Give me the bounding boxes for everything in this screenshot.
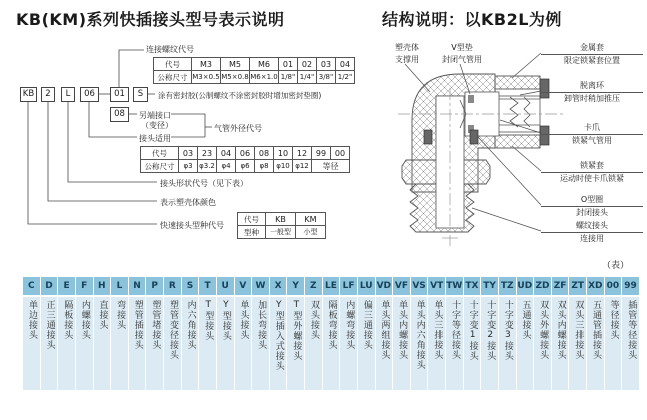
hex-flange (402, 160, 490, 184)
threaded-stem (410, 184, 474, 232)
shape-name: 偏三通接头 (358, 297, 375, 390)
part-label-shell (383, 42, 431, 65)
shape-code: TZ (499, 277, 516, 297)
type-code: KM (296, 213, 326, 226)
shape-code: VS (411, 277, 428, 297)
shape-name: 十字变2接头 (481, 297, 498, 390)
part-name: 锁紧套 (541, 160, 643, 173)
shape-name: 五通管插接头 (587, 297, 604, 390)
shape-table-column (393, 277, 411, 390)
code-box-kb: KB (20, 87, 37, 102)
pipe-size: φ6 (236, 160, 255, 173)
shape-name: 单头两组接头 (376, 297, 393, 390)
shape-name: Y型接头 (217, 297, 234, 390)
right-section-title: 结构说明：以KB2L为例 (382, 10, 562, 29)
shape-code: T (199, 277, 216, 297)
shape-table-column (164, 277, 182, 390)
shape-name: 弯接头 (111, 297, 128, 390)
thread-size: 1/4" (298, 71, 317, 84)
pipe-code: 04 (217, 147, 236, 160)
shape-code-label: 接头形状代号（见下表） (160, 179, 248, 188)
part-label-release-ring (541, 80, 643, 104)
code-box-other-end: 08 (110, 107, 129, 122)
shape-code-table (22, 277, 640, 390)
pipe-size-equal: 等径 (312, 160, 350, 173)
pipe-od-label: 气管外径代号 (214, 124, 262, 133)
thread-size: 1/2" (336, 71, 355, 84)
table-row (154, 71, 355, 84)
claw-top (468, 95, 474, 103)
shape-table-column (270, 277, 288, 390)
other-end-label2: （变径） (141, 121, 173, 130)
shape-code: D (41, 277, 58, 297)
shape-code: ZT (569, 277, 586, 297)
shape-code: UD (517, 277, 534, 297)
shape-table-column (587, 277, 605, 390)
shape-code: VD (376, 277, 393, 297)
shape-table-column (481, 277, 499, 390)
shape-code: N (129, 277, 146, 297)
shape-code: V (235, 277, 252, 297)
shape-name: Y型插入式接头 (270, 297, 287, 390)
pipe-code: 23 (198, 147, 217, 160)
claw-spring-1 (510, 97, 518, 127)
part-desc: 锁紧气管用 (572, 136, 612, 145)
thread-code: M6 (250, 58, 279, 71)
shape-name: 单头接头 (235, 297, 252, 390)
shape-name: 十字变1接头 (464, 297, 481, 390)
left-section-title: KB(KM)系列快插接头型号表示说明 (16, 10, 285, 29)
shape-code: U (217, 277, 234, 297)
part-desc: 卸管时稍加推压 (564, 94, 620, 103)
part-label-o-ring (541, 194, 643, 218)
shape-name: 单边接头 (23, 297, 40, 390)
o-ring-right (470, 130, 478, 144)
shape-name: 隔板弯接头 (323, 297, 340, 390)
shape-table-column (287, 277, 305, 390)
shell-color-label: 表示塑壳体颜色 (160, 198, 216, 207)
shape-code: TX (464, 277, 481, 297)
claw-bottom (468, 125, 474, 133)
shape-name: 隔板接头 (58, 297, 75, 390)
part-name: 塑壳体 (395, 43, 419, 52)
type-table-code-label: 代号 (238, 213, 266, 226)
pipe-code: 06 (236, 147, 255, 160)
table-row (141, 160, 350, 173)
part-label-v-packing (433, 42, 491, 65)
thread-size: M3×0.5 (192, 71, 221, 84)
pipe-size: φ4 (217, 160, 236, 173)
thread-code: 03 (317, 58, 336, 71)
part-desc: 封闭接头 (576, 208, 608, 217)
shape-table-column (376, 277, 394, 390)
code-box-size: 06 (80, 87, 99, 102)
code-box-seal: S (133, 87, 148, 102)
shape-code: LF (340, 277, 357, 297)
shape-code: Y (287, 277, 304, 297)
shape-table-column (94, 277, 112, 390)
shape-name: 单头内螺接头 (393, 297, 410, 390)
thread-code: 01 (279, 58, 298, 71)
table-row (238, 226, 326, 239)
metal-sleeve-bottom (495, 135, 540, 148)
shape-name: 双头三排接头 (569, 297, 586, 390)
shape-table-column (569, 277, 587, 390)
shape-table-column (235, 277, 253, 390)
pipe-table-code-label: 代号 (141, 147, 179, 160)
shape-code: Z (305, 277, 322, 297)
shape-code: ZF (552, 277, 569, 297)
part-desc: 限定锁紧套位置 (564, 56, 620, 65)
shape-name: 双头内螺接头 (552, 297, 569, 390)
part-name: O型圈 (541, 194, 643, 207)
shape-table-column (605, 277, 623, 390)
part-name: 螺纹接头 (541, 220, 643, 233)
shape-code: VF (393, 277, 410, 297)
code-box-shape: L (61, 87, 75, 102)
code-box-color: 2 (41, 87, 55, 102)
table-note: （表） (602, 261, 630, 271)
part-desc: 封闭气管用 (442, 55, 482, 64)
lock-sleeve (495, 89, 540, 135)
shape-table-column (358, 277, 376, 390)
shape-code: L (111, 277, 128, 297)
shape-code: X (270, 277, 287, 297)
v-packing (460, 100, 466, 128)
shape-code: R (164, 277, 181, 297)
shape-name: 插管等径接头 (622, 297, 639, 390)
shape-table-column (499, 277, 517, 390)
shape-name: 等径接头 (605, 297, 622, 390)
applicable-label: 接头适用 (139, 134, 171, 143)
shape-code: S (182, 277, 199, 297)
shape-table-column (22, 277, 41, 390)
pipe-code: 03 (179, 147, 198, 160)
type-table-type-label: 型种 (238, 226, 266, 239)
pipe-code: 12 (293, 147, 312, 160)
shape-name: 五通接头 (517, 297, 534, 390)
o-ring-left (424, 130, 432, 144)
part-name: 脱离环 (541, 80, 643, 93)
horizontal-bore (436, 96, 540, 132)
thread-size: M5×0.8 (221, 71, 250, 84)
shape-table-column (217, 277, 235, 390)
shape-name: 内螺接头 (76, 297, 93, 390)
shape-name: 内六角接头 (182, 297, 199, 390)
shape-table-column (552, 277, 570, 390)
thread-code-table (153, 57, 355, 84)
thread-size: 1/8" (279, 71, 298, 84)
shape-table-column (111, 277, 129, 390)
shape-code: TW (446, 277, 463, 297)
shape-code: P (146, 277, 163, 297)
shape-name: T型外螺接头 (287, 297, 304, 390)
shape-name: 正三通接头 (41, 297, 58, 390)
thread-code: M5 (221, 58, 250, 71)
pipe-code: 08 (255, 147, 274, 160)
part-label-metal-sleeve (541, 42, 643, 66)
shape-code: F (76, 277, 93, 297)
claw-cartridge (465, 92, 499, 136)
shape-table-column (428, 277, 446, 390)
part-desc: 支撑用 (395, 55, 419, 64)
shape-code: E (58, 277, 75, 297)
shape-table-column (199, 277, 217, 390)
series-type-table (237, 212, 326, 239)
part-label-lock-sleeve (541, 160, 643, 184)
part-label-threaded-connector (541, 220, 643, 244)
shape-code: ZD (534, 277, 551, 297)
shape-table-column (323, 277, 341, 390)
shape-name: 内螺弯接头 (340, 297, 357, 390)
shape-code: 00 (605, 277, 622, 297)
shape-name: T型接头 (199, 297, 216, 390)
type-name: 一般型 (266, 226, 296, 239)
thread-size: M6×1.0 (250, 71, 279, 84)
shape-table-column (411, 277, 429, 390)
code-box-thread: 01 (110, 87, 129, 102)
table-row (141, 147, 350, 160)
thread-code-label: 连接螺纹代号 (146, 45, 194, 54)
shape-code: VT (428, 277, 445, 297)
shape-code: C (23, 277, 40, 297)
pipe-size: φ3.2 (198, 160, 217, 173)
vertical-bore (436, 96, 464, 228)
table-row (154, 58, 355, 71)
shape-table-column (182, 277, 200, 390)
shape-name: 十字等径接头 (446, 297, 463, 390)
thread-code: 04 (336, 58, 355, 71)
elbow-body (412, 74, 495, 192)
shape-code: LE (323, 277, 340, 297)
part-name: V型垫 (451, 43, 473, 52)
part-name: 金属套 (541, 42, 643, 55)
table-row (238, 213, 326, 226)
pipe-size: φ10 (274, 160, 293, 173)
shape-table-column (340, 277, 358, 390)
shape-code: XD (587, 277, 604, 297)
shape-table-column (622, 277, 640, 390)
shape-name: 双头外螺接头 (534, 297, 551, 390)
shape-code: 99 (622, 277, 639, 297)
shape-name: 塑管变径接头 (164, 297, 181, 390)
pipe-od-table (140, 146, 350, 173)
shape-table-column (517, 277, 535, 390)
pipe-size: φ12 (293, 160, 312, 173)
shape-table-column (76, 277, 94, 390)
thread-table-size-label: 公称尺寸 (154, 71, 192, 84)
shape-table-column (41, 277, 59, 390)
shape-name: 加长弯接头 (252, 297, 269, 390)
shape-name: 塑管插接头 (129, 297, 146, 390)
pipe-code: 00 (331, 147, 350, 160)
pipe-size: φ8 (255, 160, 274, 173)
shape-code: LU (358, 277, 375, 297)
part-name: 卡爪 (541, 122, 643, 135)
shape-code: H (94, 277, 111, 297)
shape-name: 十字变3接头 (499, 297, 516, 390)
pipe-table-size-label: 公称尺寸 (141, 160, 179, 173)
shape-table-column (305, 277, 323, 390)
shape-table-column (534, 277, 552, 390)
pipe-code: 10 (274, 147, 293, 160)
shape-name: 单头内六角接头 (411, 297, 428, 390)
series-type-label: 快速接头型种代号 (160, 221, 224, 230)
claw-spring-2 (524, 97, 530, 127)
shape-table-column (446, 277, 464, 390)
shape-table-column (464, 277, 482, 390)
pipe-code: 99 (312, 147, 331, 160)
shape-table-column (58, 277, 76, 390)
part-desc: 连接用 (580, 234, 604, 243)
shape-table-column (146, 277, 164, 390)
shape-table-column (129, 277, 147, 390)
shape-name: 双头接头 (305, 297, 322, 390)
type-name: 小型 (296, 226, 326, 239)
part-label-claw (541, 122, 643, 146)
seal-note: 涂有密封胶(公制螺纹不涂密封胶时增加密封垫圈) (158, 91, 322, 100)
thread-table-code-label: 代号 (154, 58, 192, 71)
thread-code: M3 (192, 58, 221, 71)
pipe-size: φ3 (179, 160, 198, 173)
part-label-leaders (405, 53, 541, 231)
shape-name: 单头三排接头 (428, 297, 445, 390)
shape-name: 塑管堵接头 (146, 297, 163, 390)
shape-table-column (252, 277, 270, 390)
metal-sleeve-top (495, 76, 540, 89)
shape-code: TY (481, 277, 498, 297)
part-desc: 运动时使卡爪锁紧 (560, 174, 624, 183)
other-end-label: 另端接口 (139, 111, 171, 120)
shape-name: 直接头 (94, 297, 111, 390)
type-code: KB (266, 213, 296, 226)
thread-code: 02 (298, 58, 317, 71)
thread-size: 3/8" (317, 71, 336, 84)
shape-code: W (252, 277, 269, 297)
